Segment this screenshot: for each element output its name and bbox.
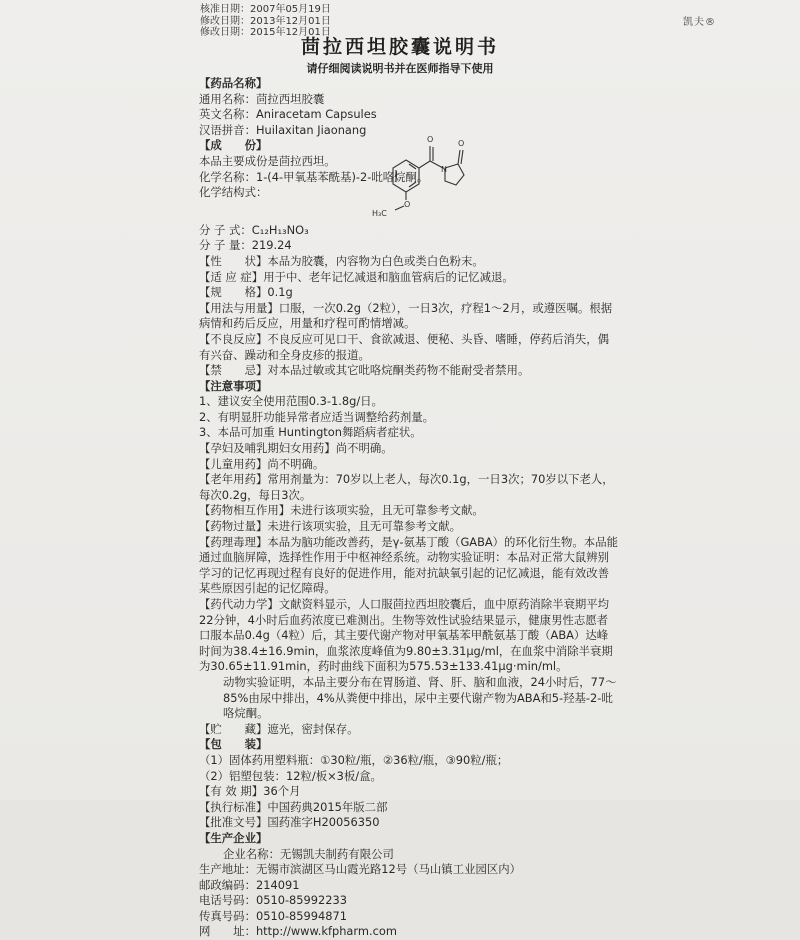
molecular-weight: 分 子 量：219.24 bbox=[199, 238, 292, 253]
ring-oxygen-label: O bbox=[458, 139, 465, 148]
animal-study-paragraph: 动物实验证明，本品主要分布在胃肠道、肾、肝、脑和血液，24小时后，77～85%由尿中排出，4%从粪便中排出，尿中主要代谢产物为ABA和5-羟基-2-吡咯烷酮。 bbox=[223, 674, 617, 721]
nitrogen-label: N bbox=[441, 165, 447, 174]
indications-section: 【适 应 症】用于中、老年记忆减退和脑血管病后的记忆减退。 bbox=[199, 269, 514, 284]
properties-section: 【性 状】本品为胶囊，内容物为白色或类白色粉末。 bbox=[199, 253, 484, 268]
postal-code: 邮政编码：214091 bbox=[199, 877, 300, 892]
website: 网 址：http://www.kfpharm.com bbox=[199, 924, 397, 939]
pediatric-section: 【儿童用药】尚不明确。 bbox=[199, 456, 325, 471]
section-heading: 【包 装】 bbox=[199, 737, 268, 752]
carbonyl-oxygen-label: O bbox=[427, 135, 434, 144]
methoxy-oxygen-label: O bbox=[404, 200, 411, 209]
contraindications-section: 【禁 忌】对本品过敏或其它吡咯烷酮类药物不能耐受者禁用。 bbox=[199, 363, 530, 378]
section-heading: 【注意事项】 bbox=[199, 378, 268, 393]
adverse-reactions-section: 【不良反应】不良反应可见口干、食欲减退、便秘、头昏、嗜睡，停药后消失，偶有兴奋、躁动和全身皮疹的报道。 bbox=[199, 331, 610, 362]
approval-date: 核准日期：2007年05月19日 bbox=[200, 4, 331, 15]
pharmacology-section: 【药理毒理】本品为脑功能改善药，是γ-氨基丁酸（GABA）的环化衍生物。本品能通过血脑屏障，选择性作用于中枢神经系统。动物实验证明：本品对正常大鼠辨别学习的记忆再现过程有良好的促进作用，能对抗缺氧引起的记忆减退，能有效改善某些原因引起的记忆障碍。 bbox=[199, 534, 618, 596]
precaution-item: 2、有明显肝功能异常者应适当调整给药剂量。 bbox=[199, 409, 435, 424]
document-subtitle: 请仔细阅读说明书并在医师指导下使用 bbox=[306, 62, 494, 75]
overdose-section: 【药物过量】未进行该项实验，且无可靠参考文献。 bbox=[199, 519, 461, 534]
fax-number: 传真号码：0510-85994871 bbox=[199, 908, 348, 923]
packaging-item: （2）铝塑包装：12粒/板×3板/盒。 bbox=[199, 768, 382, 783]
molecular-formula: 分 子 式：C₁₂H₁₃NO₃ bbox=[199, 222, 309, 237]
precaution-item: 3、本品可加重 Huntington舞蹈病者症状。 bbox=[199, 425, 422, 440]
brand-mark: 凯夫® bbox=[683, 17, 716, 28]
generic-name: 通用名称：茴拉西坦胶囊 bbox=[199, 91, 325, 106]
standard-section: 【执行标准】中国药典2015年版二部 bbox=[199, 799, 388, 814]
geriatric-section: 【老年用药】常用剂量为：70岁以上老人，每次0.1g，一日3次；70岁以下老人，每次0.2g，每日3次。 bbox=[199, 472, 614, 502]
precaution-item: 1、建议安全使用范围0.3-1.8g/日。 bbox=[199, 394, 383, 409]
packaging-item: （1）固体药用塑料瓶：①30粒/瓶，②36粒/瓶，③90粒/瓶； bbox=[199, 752, 509, 767]
section-heading: 【生产企业】 bbox=[199, 830, 268, 845]
main-ingredient: 本品主要成份是茴拉西坦。 bbox=[199, 153, 336, 168]
section-heading: 【成 份】 bbox=[199, 138, 268, 153]
interactions-section: 【药物相互作用】未进行该项实验，且无可靠参考文献。 bbox=[199, 503, 484, 518]
english-name: 英文名称：Aniracetam Capsules bbox=[199, 107, 377, 122]
storage-section: 【贮 藏】遮光，密封保存。 bbox=[199, 721, 359, 736]
pharmacokinetics-section: 【药代动力学】文献资料显示，人口服茴拉西坦胶囊后，血中原药消除半衰期平均22分钟，4小时后血药浓度已难测出。生物等效性试验结果显示，健康男性志愿者口服本品0.4g（4粒）后，其主要代谢产物对甲氧基苯甲酰氨基丁酸（ABA）达峰时间为38.4±16.9min，血浆浓度峰值为9.80±3.31μg/ml，在血浆中消除半衰期为30.65±11.91min，药时曲线下面积为575.53±133.41μg·min/ml。 bbox=[199, 597, 613, 674]
usage-section: 【用法与用量】口服，一次0.2g（2粒），一日3次，疗程1～2月，或遵医嘱。根据病情和药后反应，用量和疗程可酌情增减。 bbox=[199, 300, 613, 331]
document-title: 茴拉西坦胶囊说明书 bbox=[300, 36, 499, 58]
revision-date: 修改日期：2013年12月01日 bbox=[200, 15, 331, 27]
revision-date: 修改日期：2015年12月01日 bbox=[200, 27, 331, 38]
specification-section: 【规 格】0.1g bbox=[199, 285, 293, 300]
company-address: 生产地址：无锡市滨湖区马山霞光路12号（马山镇工业园区内） bbox=[199, 862, 522, 877]
company-name: 企业名称：无锡凯夫制药有限公司 bbox=[223, 846, 394, 861]
chemical-name: 化学名称：1-(4-甲氧基苯酰基)-2-吡咯烷酮。 bbox=[199, 169, 429, 184]
phone-number: 电话号码：0510-85992233 bbox=[199, 893, 348, 908]
section-heading: 【药品名称】 bbox=[199, 76, 268, 90]
structure-label: 化学结构式： bbox=[199, 185, 268, 200]
insert-body bbox=[199, 76, 619, 940]
pinyin-name: 汉语拼音：Huilaxitan Jiaonang bbox=[199, 122, 367, 137]
methyl-label: H₃C bbox=[372, 209, 387, 218]
approval-number-section: 【批准文号】国药准字H20056350 bbox=[199, 815, 380, 830]
validity-section: 【有 效 期】36个月 bbox=[199, 784, 301, 799]
pregnancy-section: 【孕妇及哺乳期妇女用药】尚不明确。 bbox=[199, 441, 393, 456]
